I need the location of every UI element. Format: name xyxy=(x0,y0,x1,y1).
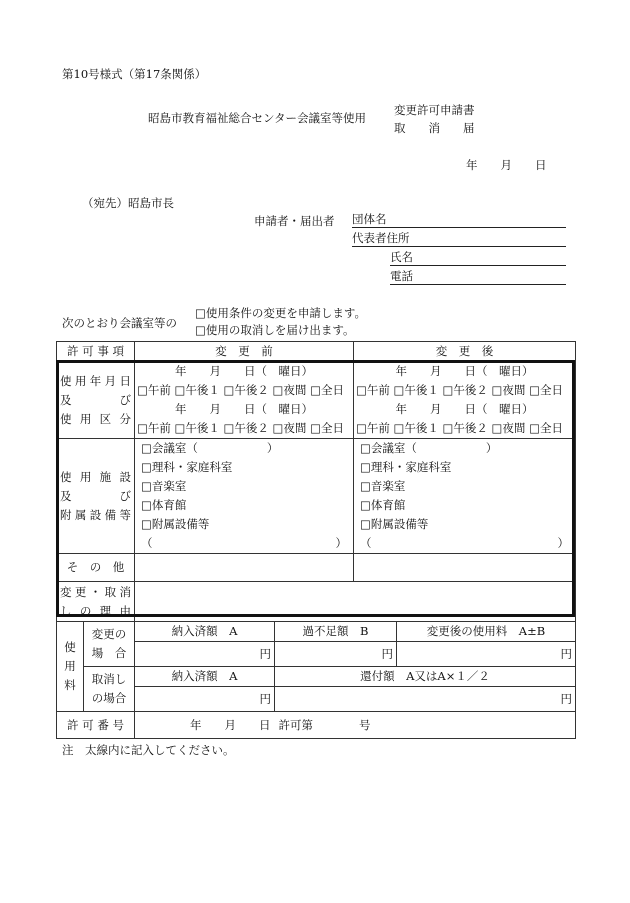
cancel-paid-a-header: 納入済額 A xyxy=(135,667,275,687)
fee-label xyxy=(57,622,84,712)
paren-open: （ xyxy=(360,536,372,550)
title-line1: 変更許可申請書 xyxy=(394,103,475,117)
diff-b-yen[interactable]: 円 xyxy=(275,642,397,667)
option-cancel-notice[interactable]: □使用の取消しを届け出ます。 xyxy=(195,323,355,337)
date-after-2: 年 月 日（ 曜日） xyxy=(395,402,534,416)
title-prefix: 昭島市教育福祉総合センター会議室等使用 xyxy=(148,111,367,125)
facility-after-meeting-room[interactable]: □会議室（ ） xyxy=(360,441,498,455)
phone-field[interactable] xyxy=(390,268,566,285)
fee-label-1: 使 xyxy=(64,640,76,654)
cancel-case-label-2: の場合 xyxy=(91,691,127,705)
other-before-field[interactable] xyxy=(135,554,354,582)
change-case-label-2: 場 合 xyxy=(91,646,127,660)
cancel-paid-a-yen[interactable]: 円 xyxy=(135,687,275,712)
representative-address-field[interactable] xyxy=(352,230,566,247)
usage-date-label-2: 及 び xyxy=(60,392,131,407)
header-before: 変 更 前 xyxy=(135,342,354,362)
permit-number-cell[interactable] xyxy=(135,712,576,739)
fee-label-2: 用 xyxy=(64,659,76,673)
diff-b-header: 過不足額 B xyxy=(275,622,397,642)
date-line: 年 月 日 xyxy=(466,158,547,172)
title-line2: 取 消 届 xyxy=(394,121,475,135)
facility-after-equipment-detail[interactable] xyxy=(360,534,569,553)
paid-a-yen[interactable]: 円 xyxy=(135,642,275,667)
representative-address-label: 代表者住所 xyxy=(352,231,410,245)
change-case-label-1: 変更の xyxy=(91,627,127,641)
phone-label: 電話 xyxy=(390,269,413,283)
paren-open: （ xyxy=(141,536,153,550)
facility-label-2: 及 び xyxy=(60,488,131,503)
facility-after-science-room[interactable]: □理科・家庭科室 xyxy=(360,460,452,474)
facility-before-meeting-room[interactable]: □会議室（ ） xyxy=(141,441,279,455)
date-before-1: 年 月 日（ 曜日） xyxy=(175,364,313,378)
intro-lead: 次のとおり会議室等の xyxy=(62,316,177,330)
facility-before-gym[interactable]: □体育館 xyxy=(141,498,187,512)
option-change-request[interactable]: □使用条件の変更を申請します。 xyxy=(195,306,366,320)
name-field[interactable] xyxy=(390,249,566,266)
usage-date-label-1: 使用年月日 xyxy=(60,373,131,388)
permit-text: 許可第 号 xyxy=(278,717,371,732)
cancel-case-label xyxy=(84,667,135,712)
reason-label xyxy=(57,582,135,622)
facility-after-equipment[interactable]: □附属設備等 xyxy=(360,517,429,531)
paren-close: ） xyxy=(335,536,347,550)
period-before-1[interactable]: □午前 □午後１ □午後２ □夜間 □全日 xyxy=(137,383,344,397)
fee-label-3: 料 xyxy=(64,678,76,692)
facility-label-3: 附属設備等 xyxy=(60,507,131,522)
facility-after-gym[interactable]: □体育館 xyxy=(360,498,406,512)
header-after: 変 更 後 xyxy=(354,342,576,362)
usage-date-before-cell[interactable] xyxy=(135,362,354,439)
date-after-1: 年 月 日（ 曜日） xyxy=(395,364,534,378)
application-table xyxy=(56,341,576,739)
group-name-label: 団体名 xyxy=(352,212,387,226)
facility-before-music-room[interactable]: □音楽室 xyxy=(141,479,187,493)
reason-label-1: 変更・取消 xyxy=(60,584,131,599)
after-fee-yen[interactable]: 円 xyxy=(397,642,576,667)
note: 注 太線内に記入してください。 xyxy=(62,743,235,757)
usage-date-label xyxy=(57,362,135,439)
facility-before-cell[interactable] xyxy=(135,439,354,554)
period-after-2[interactable]: □午前 □午後１ □午後２ □夜間 □全日 xyxy=(356,421,563,435)
usage-date-label-3: 使 用 区 分 xyxy=(60,411,131,426)
form-code: 第10号様式（第17条関係） xyxy=(62,67,207,81)
usage-date-after-cell[interactable] xyxy=(354,362,576,439)
refund-yen[interactable]: 円 xyxy=(275,687,576,712)
paren-close: ） xyxy=(557,536,569,550)
facility-before-science-room[interactable]: □理科・家庭科室 xyxy=(141,460,233,474)
facility-after-music-room[interactable]: □音楽室 xyxy=(360,479,406,493)
permit-number-label: 許 可 番 号 xyxy=(57,712,135,739)
reason-label-2: し の 理 由 xyxy=(60,603,131,618)
facility-before-equipment[interactable]: □附属設備等 xyxy=(141,517,210,531)
period-after-1[interactable]: □午前 □午後１ □午後２ □夜間 □全日 xyxy=(356,383,563,397)
facility-label-1: 使 用 施 設 xyxy=(60,469,131,484)
facility-label xyxy=(57,439,135,554)
addressee: （宛先）昭島市長 xyxy=(82,196,174,210)
permit-date: 年 月 日 xyxy=(190,717,271,732)
change-case-label xyxy=(84,622,135,667)
header-item: 許 可 事 項 xyxy=(57,342,135,362)
reason-field[interactable] xyxy=(135,582,576,622)
other-label: そ の 他 xyxy=(57,554,135,582)
date-before-2: 年 月 日（ 曜日） xyxy=(175,402,313,416)
cancel-case-label-1: 取消し xyxy=(91,672,127,686)
name-label: 氏名 xyxy=(390,250,413,264)
refund-header: 還付額 A又はA×１／２ xyxy=(275,667,576,687)
period-before-2[interactable]: □午前 □午後１ □午後２ □夜間 □全日 xyxy=(137,421,344,435)
paid-a-header: 納入済額 A xyxy=(135,622,275,642)
group-name-field[interactable] xyxy=(352,211,566,228)
facility-after-cell[interactable] xyxy=(354,439,576,554)
applicant-label: 申請者・届出者 xyxy=(254,214,335,228)
after-fee-header: 変更後の使用料 A±B xyxy=(397,622,576,642)
other-after-field[interactable] xyxy=(354,554,576,582)
facility-before-equipment-detail[interactable] xyxy=(141,534,347,553)
